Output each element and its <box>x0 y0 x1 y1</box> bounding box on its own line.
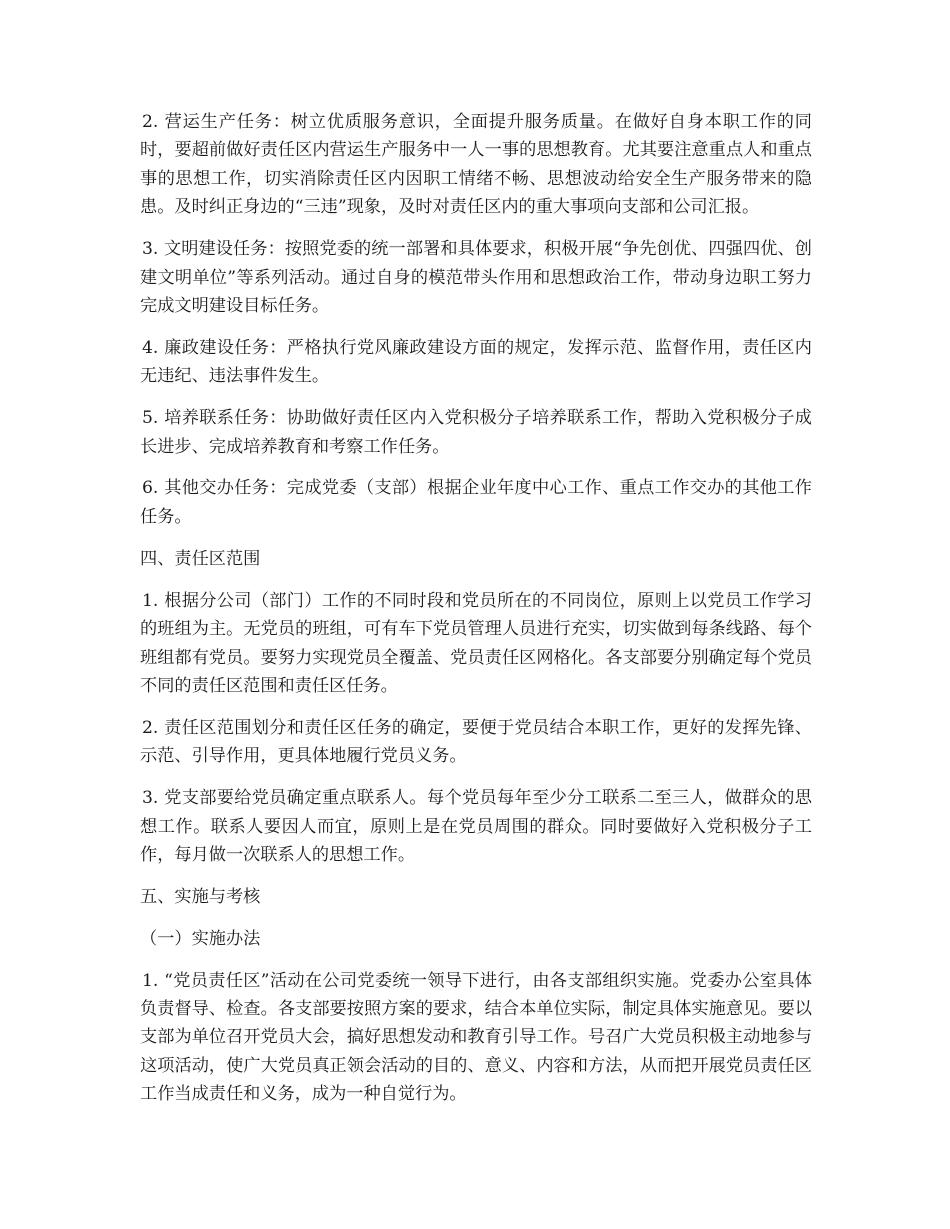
section-heading-scope: 四、责任区范围 <box>140 548 261 569</box>
task-item-operations: 2. 营运生产任务：树立优质服务意识，全面提升服务质量。在做好自身本职工作的同时，要超前做好责任区内营运生产服务中一人一事的思想教育。尤其要注意重点人和重点事的思想工作，切实消除责任区内因职工情绪不畅、思想波动给安全生产服务带来的隐患。及时纠正身边的“三违”现象，及时对责任区内的重大事项向支部和公司汇报。 <box>140 112 812 218</box>
subsection-heading-methods: （一）实施办法 <box>140 928 261 949</box>
scope-item-2: 2. 责任区范围划分和责任区任务的确定，要便于党员结合本职工作，更好的发挥先锋、示范、引导作用，更具体地履行党员义务。 <box>140 717 812 767</box>
section-heading-implementation: 五、实施与考核 <box>140 886 261 907</box>
document-page <box>140 108 812 1122</box>
method-item-1: 1. “党员责任区”活动在公司党委统一领导下进行，由各支部组织实施。党委办公室具体负责督导、检查。各支部要按照方案的要求，结合本单位实际，制定具体实施意见。要以支部为单位召开党员大会，搞好思想发动和教育引导工作。号召广大党员积极主动地参与这项活动，使广大党员真正领会活动的目的、意义、内容和方法，从而把开展党员责任区工作当成责任和义务，成为一种自觉行为。 <box>140 970 812 1105</box>
task-item-other: 6. 其他交办任务：完成党委（支部）根据企业年度中心工作、重点工作交办的其他工作任务。 <box>140 478 812 527</box>
scope-item-1: 1. 根据分公司（部门）工作的不同时段和党员所在的不同岗位，原则上以党员工作学习的班组为主。无党员的班组，可有车下党员管理人员进行充实，切实做到每条线路、每个班组都有党员。要努力实现党员全覆盖、党员责任区网格化。各支部要分别确定每个党员不同的责任区范围和责任区任务。 <box>140 590 812 696</box>
scope-item-3: 3. 党支部要给党员确定重点联系人。每个党员每年至少分工联系二至三人，做群众的思想工作。联系人要因人而宜，原则上是在党员周围的群众。同时要做好入党积极分子工作，每月做一次联系人的思想工作。 <box>140 788 812 865</box>
task-item-civilization: 3. 文明建设任务：按照党委的统一部署和具体要求，积极开展“争先创优、四强四优、创建文明单位”等系列活动。通过自身的模范带头作用和思想政治工作，带动身边职工努力完成文明建设目标任务。 <box>140 239 812 316</box>
task-item-cultivation: 5. 培养联系任务：协助做好责任区内入党积极分子培养联系工作，帮助入党积极分子成长进步、完成培养教育和考察工作任务。 <box>140 408 812 457</box>
task-item-integrity: 4. 廉政建设任务：严格执行党风廉政建设方面的规定，发挥示范、监督作用，责任区内无违纪、违法事件发生。 <box>140 337 812 387</box>
